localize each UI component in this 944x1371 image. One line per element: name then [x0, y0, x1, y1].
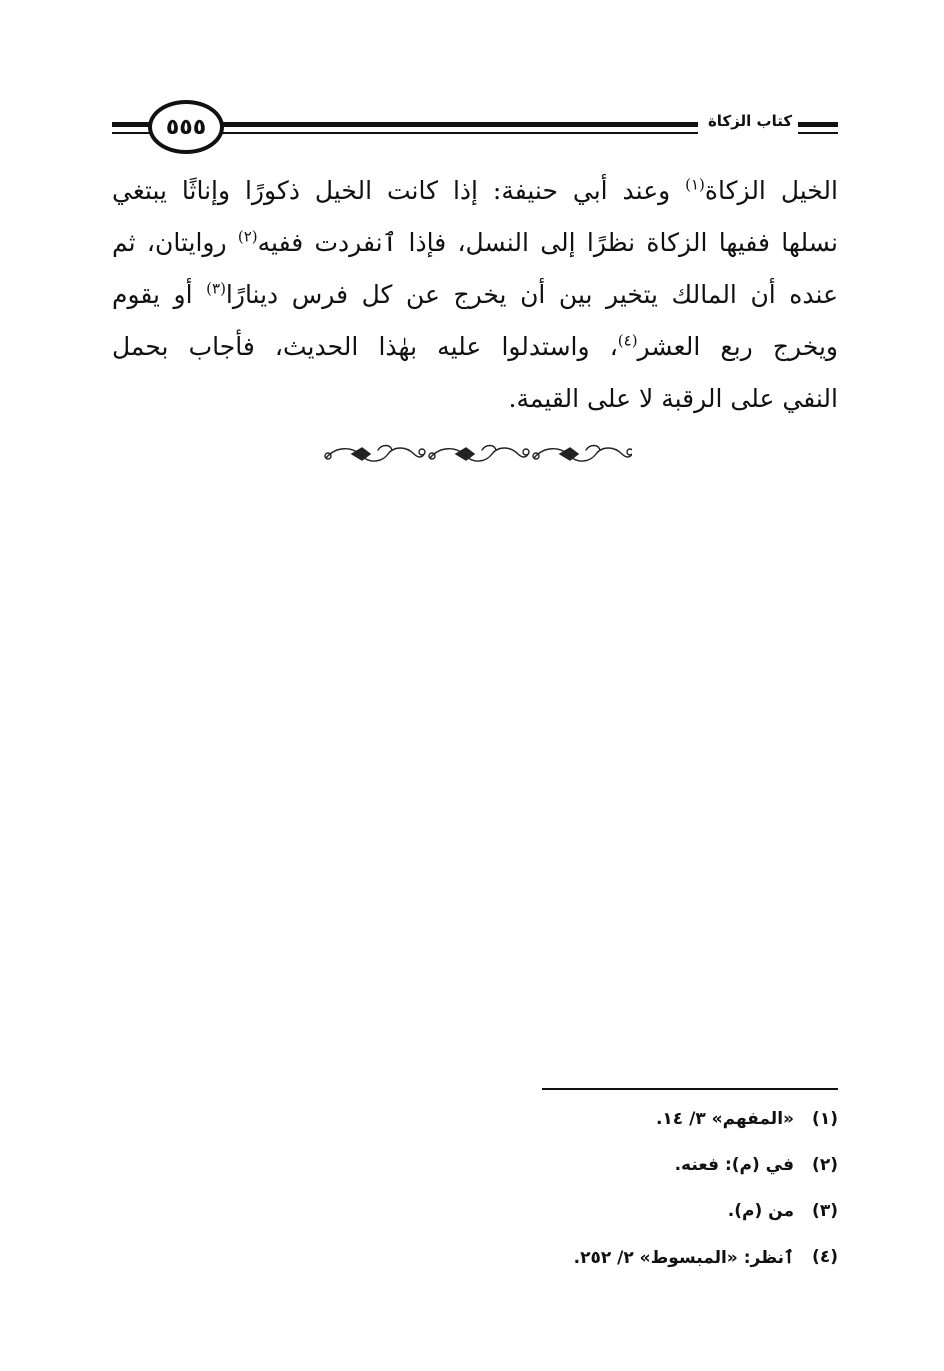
text-fragment: ويخرج ربع العشر	[637, 332, 838, 361]
floral-divider-ornament-icon	[322, 440, 632, 468]
text-fragment: أو يقوم	[112, 280, 207, 309]
footnote-text: في (م): فعنه.	[674, 1155, 794, 1175]
running-title: كتاب الزكاة	[704, 112, 796, 130]
text-line	[112, 165, 838, 217]
footnote-text: ٱنظر: «المبسوط» ٢/ ٢٥٢.	[573, 1247, 794, 1268]
body-paragraph	[112, 165, 838, 425]
header-rule	[222, 122, 698, 127]
footnote-number: (٢)	[812, 1155, 838, 1175]
text-line	[112, 373, 838, 425]
footnote-number: (١)	[812, 1109, 838, 1129]
text-line	[112, 321, 838, 373]
header-rule	[112, 122, 152, 127]
footnote-item	[400, 1234, 838, 1280]
footnote-text: «المفهم» ٣/ ١٤.	[655, 1109, 794, 1129]
footnote-reference[interactable]: (٤)	[617, 331, 638, 350]
footnote-reference[interactable]: (٣)	[206, 279, 226, 298]
text-fragment: عنده أن المالك يتخير بين أن يخرج عن كل فرس دينارًا	[225, 280, 838, 309]
text-fragment: النفي على الرقبة لا على القيمة.	[508, 384, 838, 413]
text-fragment: الخيل الزكاة	[704, 176, 838, 205]
footnote-number: (٣)	[812, 1201, 838, 1221]
text-fragment: نسلها ففيها الزكاة نظرًا إلى النسل، فإذا ٱنفردت ففيه	[257, 228, 838, 257]
text-line	[112, 269, 838, 321]
header-rule	[798, 122, 838, 127]
header-rule	[798, 132, 838, 134]
footnote-text: من (م).	[727, 1201, 794, 1221]
footnote-item	[400, 1142, 838, 1188]
text-fragment: ، واستدلوا عليه بهٰذا الحديث، فأجاب بحمل	[112, 332, 618, 361]
footnote-reference[interactable]: (١)	[685, 175, 705, 194]
footnote-number: (٤)	[812, 1247, 838, 1267]
header-rule	[222, 132, 698, 134]
footnote-separator	[542, 1088, 838, 1090]
header-rule	[112, 132, 152, 134]
page-header	[112, 96, 838, 158]
page-number-badge	[148, 100, 224, 154]
page-number: ٥٥٥	[165, 114, 207, 140]
footnote-item	[400, 1096, 838, 1142]
text-line	[112, 217, 838, 269]
text-fragment: وعند أبي حنيفة: إذا كانت الخيل ذكورًا وإناثًا يبتغي	[112, 176, 686, 205]
footnote-reference[interactable]: (٢)	[237, 227, 258, 246]
footnotes	[400, 1096, 838, 1280]
footnote-item	[400, 1188, 838, 1234]
text-fragment: روايتان، ثم	[112, 228, 238, 257]
